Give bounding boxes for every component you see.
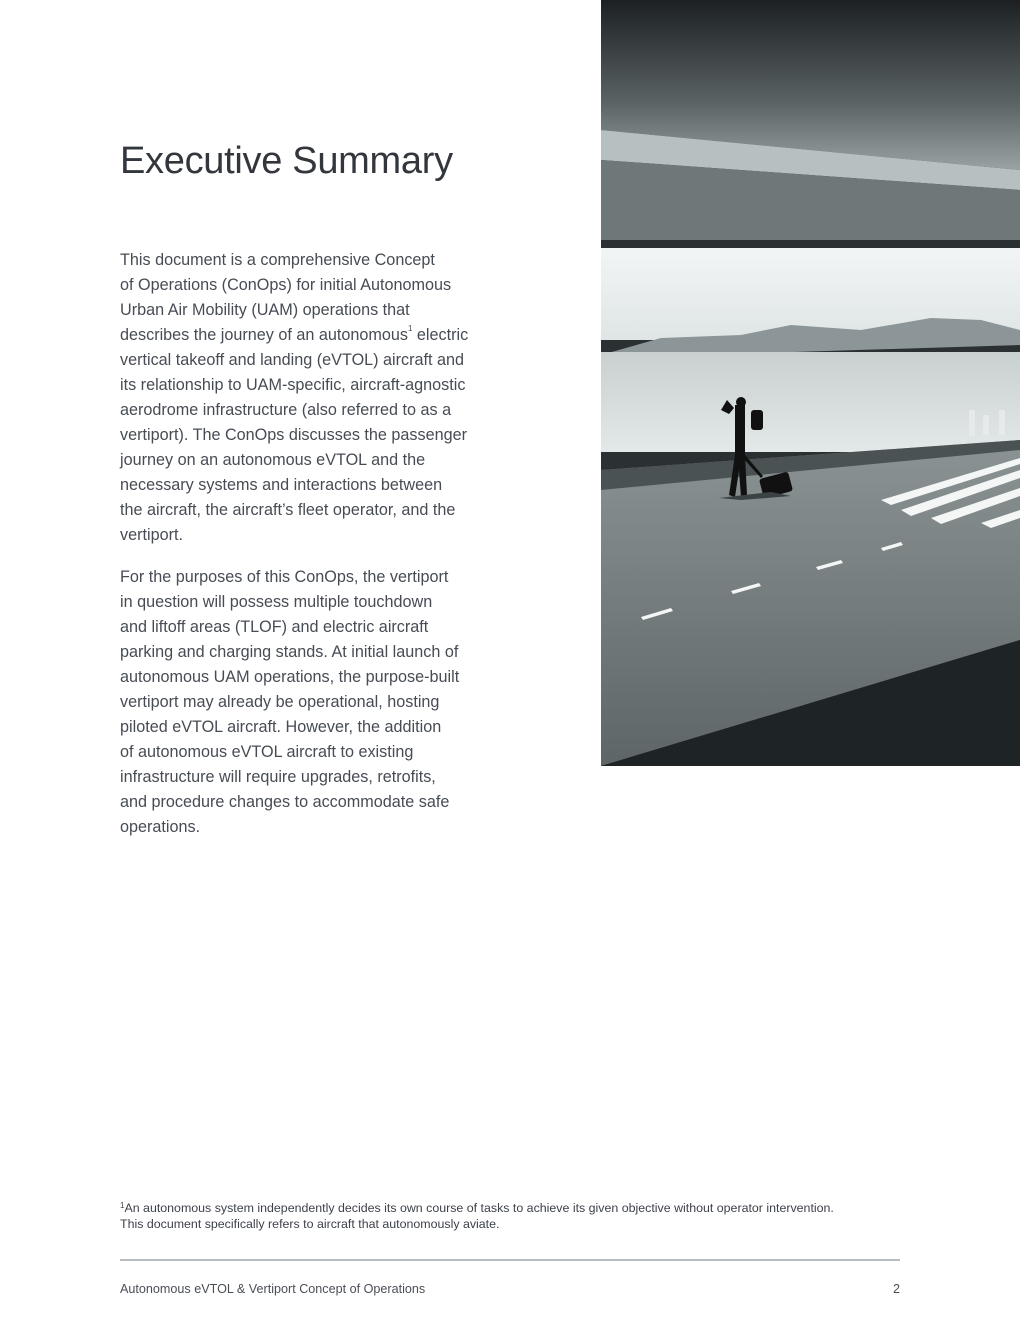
- text-line: operations.: [120, 818, 201, 836]
- page-number: 2: [892, 1282, 900, 1296]
- footnote: [120, 1200, 834, 1232]
- page-title: Executive Summary: [120, 140, 453, 182]
- text-line: necessary systems and interactions between: [120, 476, 443, 494]
- text-line: vertiport). The ConOps discusses the passenger: [120, 426, 468, 444]
- text-line: vertical takeoff and landing (eVTOL) aircraft and: [120, 351, 465, 369]
- paragraph-intro: [120, 248, 468, 548]
- text-segment: describes the journey of an autonomous: [120, 326, 408, 344]
- text-line: piloted eVTOL aircraft. However, the addition: [120, 718, 442, 736]
- text-line: infrastructure will require upgrades, retrofits,: [120, 768, 436, 786]
- text-line: in question will possess multiple touchdown: [120, 593, 433, 611]
- text-line: aerodrome infrastructure (also referred to as a: [120, 401, 452, 419]
- footnote-line: [120, 1200, 834, 1216]
- text-line: vertiport.: [120, 526, 183, 544]
- text-line: of Operations (ConOps) for initial Autonomous: [120, 276, 452, 294]
- text-line: of autonomous eVTOL aircraft to existing: [120, 743, 414, 761]
- footnote-reference[interactable]: 1: [407, 324, 413, 333]
- footnote-line: This document specifically refers to aircraft that autonomously aviate.: [120, 1217, 500, 1231]
- footer-document-title: Autonomous eVTOL & Vertiport Concept of Operations: [120, 1282, 426, 1296]
- text-line: [120, 323, 468, 348]
- text-line: the aircraft, the aircraft’s fleet operator, and the: [120, 501, 456, 519]
- footer-divider: [120, 1259, 900, 1261]
- text-line: and liftoff areas (TLOF) and electric aircraft: [120, 618, 429, 636]
- text-line: parking and charging stands. At initial launch of: [120, 643, 459, 661]
- text-line: journey on an autonomous eVTOL and the: [120, 451, 426, 469]
- airport-traveler-photo: [601, 0, 1020, 766]
- footnote-marker: 1: [120, 1201, 125, 1210]
- footnote-text: An autonomous system independently decides its own course of tasks to achieve its given objective without operator intervention.: [124, 1201, 834, 1215]
- text-line: vertiport may already be operational, hosting: [120, 693, 440, 711]
- paragraph-vertiport: [120, 565, 459, 840]
- text-line: its relationship to UAM-specific, aircraft-agnostic: [120, 376, 466, 394]
- text-line: autonomous UAM operations, the purpose-built: [120, 668, 460, 686]
- text-line: This document is a comprehensive Concept: [120, 251, 435, 269]
- text-segment: electric: [412, 326, 469, 344]
- text-line: For the purposes of this ConOps, the vertiport: [120, 568, 449, 586]
- text-line: Urban Air Mobility (UAM) operations that: [120, 301, 410, 319]
- text-line: and procedure changes to accommodate safe: [120, 793, 450, 811]
